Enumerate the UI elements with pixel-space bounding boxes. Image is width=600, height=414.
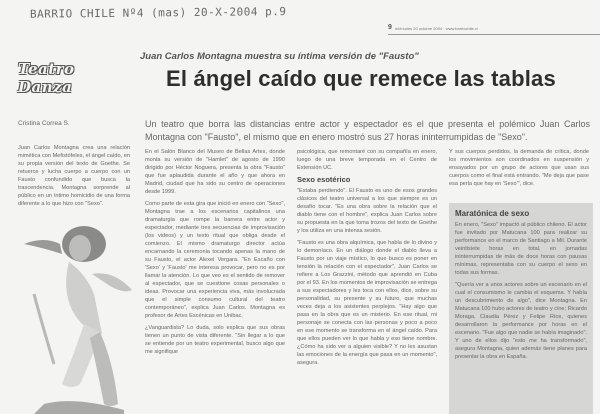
paragraph: "Estaba perdiendo". El Fausto es uno de esos grandes clásicos del teatro universal a los que siempre es un desafío tocar. "Es una obra sobre la relación que el diablo tiene con el hombre", explica Juan Carlos sobre su propuesta en la que toma trozos del texto de Goethe y los utiliza en una intensa sesión. xyxy=(297,188,437,234)
paragraph: En el Salón Blanco del Museo de Bellas Artes, donde monta su versión de "Hamlet" de agosto de 1990 dirigido por Héctor Noguera, presenta la obra "Fausto" que fue aplaudida durante el año y que ahora en Madrid, ciudad que ha sido su centro de operaciones desde 1999. xyxy=(145,149,285,195)
paragraph: psicológica, que remontaré con su compañía en enero, luego de una breve temporada en el Centro de Extensión UC. xyxy=(297,149,437,171)
article-column-1 xyxy=(145,148,285,410)
section-subhead: Sexo esotérico xyxy=(297,175,351,184)
paragraph: Y sus cuerpos perdidos, la demanda de crítica, donde los movimientos son coordinados en suspensión y ensayados por un grupo de actores que usan sus cuerpos como el final está entrando. "Me deja que pase esa perla que hay en 'Sexo'", dice. xyxy=(449,149,589,187)
article-kicker: Juan Carlos Montagna muestra su íntima versión de "Fausto" xyxy=(140,51,419,62)
sidebar-body xyxy=(455,221,587,411)
page-header-bar: miércoles 20 octubre 2004 · www.barriochile.cl xyxy=(395,26,478,31)
sidebar-box xyxy=(449,203,593,414)
paragraph: "Fausto es una obra alquímica, que habla de lo divino y lo demoníaco. En un diálogo donde el diablo lleva a Fausto por un viaje místico, lo que busco es poner en tensión la relación con el espectador", Juan Carlos se refiere a Los Grazzini, método que aprendió en Cuba por el 93. En los momentos de improvisación se entrega a sus espectadores y les toca con ellos, dice, sobre su personalidad, su presente y su futuro, que muchas veces deja a los asistentes perplejos. "Hay algo que pasa en la obra que es un misterio. En ese ritual, mi personaje se conecta con las personas y poco a poco en ese momento se transforma en el ángel caído. Para que ellos pueden ver lo que habla y eso tiene nombre. ¿Cómo ha sido ver a alguien visible? Y no les asustan las emociones de la energía que pasa en un momento", asegura. xyxy=(297,240,437,366)
paragraph: "Quería ver a unos actores sobre un escenario en el cual el consumismo le cambia el esquema. Y había un descubrimiento de algo", dice Montagna. En Matucana 100 hubo actores de teatro y cine; Ricardo Moraga, Claudia Pérez y Felipe Ríos, quienes desarrollaron la performance por horas en el escenario. "Fue algo que nadie se había imaginado". Y uno de ellos dijo "esto me ha transformado", asegura Montagna, quien además tiene planes para presentar la obra en España. xyxy=(455,282,587,360)
article-lead: Un teatro que borra las distancias entre actor y espectador es el que presenta el polémico Juan Carlos Montagna con "Fausto", el mismo que en enero mostró sus 27 horas ininterrumpidas de "Sexo". xyxy=(145,119,590,142)
caption-text: Juan Carlos Montagna crea una relación mimética con Mefistófeles, el ángel caído, en su propia versión del texto de Goethe. Se retuerce y lucha cuerpo a cuerpo con un Fausto confundido que busca la trascendencia. Montagna sorprende al público en un íntimo homicidio de una forma diferente a lo que hizo con "Sexo". xyxy=(18,145,130,207)
dancer-photo xyxy=(14,214,142,414)
paragraph: Como parte de esta gira que inició en enero con "Sexo", Montagna trae a los escenarios capitalinos una dramaturgia que rompe la barrera entre actor y espectador, mediante tres secuencias de improvisación (los videos) y un texto ritual que obliga desde el comienzo. El mismo dramaturgo director actúa encarnando la ceremonia tocando apenas la mano de su Fausto, el actor Alexei Vergara. "En Escaño con 'Sexo' y 'Fausto' me interesa provocar, pero no es por llamar la atención. Lo que veo es el sentido de remover al espectador, que se cuestione cosas personales o ideas. Provocar una experiencia viva, más involucrada que el simple consumo cultural del teatro contemporáneo", explica Juan Carlos. Montagna es profesor de Artes Escénicas en Unibac. xyxy=(145,201,285,319)
photo-caption xyxy=(18,144,130,214)
paragraph: En enero, "Sexo" impactó al público chileno. El actor fue invitado por Matucana 100 para realizar su performance en el marco de Santiago a Mil. Durante veintisiete horas en total, en jornadas ininterrumpidas de más de doce horas con pausas mínimas, representaba con su cuerpo el sexo en todas sus formas. xyxy=(455,222,587,276)
article-column-2 xyxy=(297,148,437,410)
page-number: 9 xyxy=(388,24,392,31)
paragraph: ¿Vanguardista? Lo duda, solo explica que sus obras tienen un punto de vista diferente. "Sin llegar a lo que se entiende por un teatro experimental, busco algo que me signifique xyxy=(145,325,285,355)
sidebar-title: Maratónica de sexo xyxy=(455,209,530,218)
byline: Cristina Correa S. xyxy=(18,120,70,127)
header-rule xyxy=(388,34,600,35)
article-headline: El ángel caído que remece las tablas xyxy=(166,66,556,91)
handwritten-clipping-note: BARRIO CHILE Nº4 (mas) 20-X-2004 p.9 xyxy=(29,5,287,21)
section-logo: Teatro Danza xyxy=(18,60,75,96)
article-column-3 xyxy=(449,148,589,198)
